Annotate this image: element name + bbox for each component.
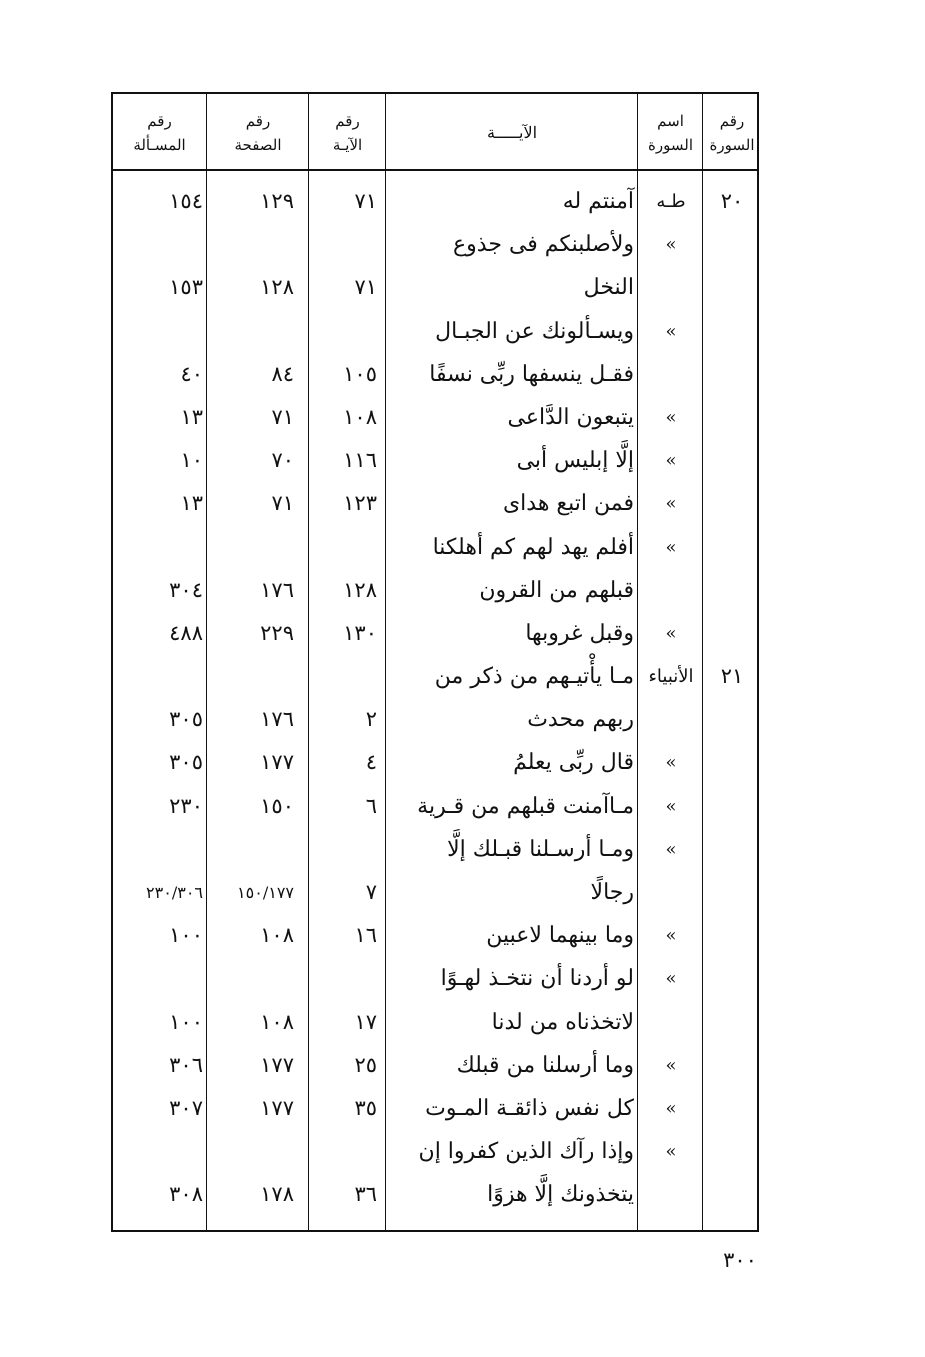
- surah-name-cell: الأنبياء: [648, 666, 694, 688]
- issue-number-cell: [113, 526, 203, 569]
- table-row: [113, 741, 757, 784]
- surah-name-cell: »: [665, 925, 677, 947]
- page-number-cell: [214, 828, 294, 871]
- table-row: [113, 1130, 757, 1173]
- page-number-cell: ١٢٩: [260, 189, 294, 213]
- table-row: [113, 223, 757, 266]
- surah-name-cell: »: [665, 1097, 677, 1119]
- verse-number-cell: ٢٥: [354, 1052, 377, 1077]
- surah-name-cell: »: [665, 450, 677, 472]
- verse-cell: إلَّا إبليس أبى: [516, 448, 634, 474]
- table-row: [113, 266, 757, 309]
- surah-name-cell: »: [665, 234, 677, 256]
- surah-number-cell: [704, 1044, 760, 1087]
- surah-name-cell: [640, 1001, 702, 1044]
- surah-number-cell: [704, 957, 760, 1000]
- table-row: [113, 785, 757, 828]
- verse-number-cell: ١١٦: [343, 448, 377, 473]
- surah-number-cell: [704, 1173, 760, 1216]
- header-surah-name: اسم السورة: [648, 112, 693, 154]
- verse-number-cell: ١٢٣: [343, 491, 377, 516]
- verse-number-cell: ١٣٠: [343, 620, 377, 645]
- surah-number-cell: [704, 698, 760, 741]
- page-number-cell: [214, 526, 294, 569]
- issue-number-cell: [113, 1130, 203, 1173]
- verse-number-cell: ٢: [365, 707, 377, 732]
- issue-number-cell: ٤٨٨: [169, 620, 203, 645]
- verse-cell: ولأصلبنكم فى جذوع: [453, 232, 634, 258]
- table-row: [113, 310, 757, 353]
- header-surah-number: رقم السورة: [709, 112, 755, 154]
- verse-cell: قال ربِّى يعلمُ: [513, 750, 634, 776]
- issue-number-cell: ١٣: [180, 404, 203, 429]
- surah-number-cell: [704, 914, 760, 957]
- page-number-cell: ١٢٨: [260, 275, 294, 300]
- issue-number-cell: ٣٠٥: [169, 750, 203, 775]
- surah-name-cell: »: [665, 320, 677, 342]
- issue-number-cell: ٣٠٦: [169, 1052, 203, 1077]
- table-row: [113, 871, 757, 914]
- surah-number-cell: [704, 612, 760, 655]
- verse-cell: النخل: [583, 275, 634, 301]
- verse-number-cell: ٧: [365, 880, 377, 904]
- issue-number-cell: [113, 828, 203, 871]
- verse-cell: أفلم يهد لهم كم أهلكنا: [432, 534, 634, 560]
- surah-number-cell: [704, 569, 760, 612]
- verse-number-cell: ٣٦: [354, 1182, 377, 1207]
- verse-cell: وما أرسلنا من قبلك: [456, 1052, 634, 1078]
- verse-cell: فقـل ينسفها ربِّى نسفًا: [429, 361, 634, 387]
- page-number-cell: [214, 957, 294, 1000]
- table-row: [113, 1173, 757, 1216]
- issue-number-cell: ٣٠٨: [169, 1182, 203, 1207]
- verse-number-cell: ٧١: [354, 189, 377, 213]
- header-divider: [113, 169, 757, 171]
- surah-name-cell: طـه: [656, 191, 686, 212]
- page-number-cell: ١٧٦: [260, 707, 294, 732]
- page-number-cell: [214, 223, 294, 266]
- surah-number-cell: [704, 741, 760, 784]
- surah-number-cell: [704, 310, 760, 353]
- surah-number-cell: [704, 396, 760, 439]
- issue-number-cell: ٣٠٥: [169, 707, 203, 732]
- table-row: [113, 1044, 757, 1087]
- page-number-cell: ١٥٠: [260, 793, 294, 818]
- page-number-cell: ٨٤: [271, 361, 294, 386]
- surah-name-cell: »: [665, 1141, 677, 1163]
- page-number-cell: [214, 1130, 294, 1173]
- verse-number-cell: ١٠٥: [343, 361, 377, 386]
- verse-number-cell: [311, 223, 377, 266]
- verse-cell: مـاآمنت قبلهم من قـرية: [417, 793, 634, 819]
- verse-number-cell: ١٢٨: [343, 577, 377, 602]
- verse-number-cell: ٤: [365, 750, 377, 775]
- verse-cell: وما بينهما لاعبين: [486, 923, 634, 949]
- surah-number-cell: [704, 526, 760, 569]
- verse-cell: آمنتم له: [562, 189, 634, 214]
- issue-number-cell: [113, 223, 203, 266]
- page-number-cell: ١٠٨: [260, 1009, 294, 1034]
- surah-number-cell: ٢٠: [720, 189, 744, 213]
- surah-number-cell: [704, 266, 760, 309]
- verse-number-cell: [311, 310, 377, 353]
- verse-cell: كل نفس ذائقـة المـوت: [425, 1095, 634, 1121]
- surah-name-cell: [640, 698, 702, 741]
- verse-cell: ومـا أرسـلنا قبـلك إلَّا: [447, 836, 634, 862]
- issue-number-cell: ١٠: [180, 448, 203, 473]
- issue-number-cell: ١٠٠: [169, 923, 203, 948]
- issue-number-cell: ٣٠٧: [169, 1095, 203, 1120]
- verse-number-cell: [311, 655, 377, 698]
- verse-cell: ويسـألونك عن الجبـال: [435, 318, 634, 344]
- surah-name-cell: »: [665, 536, 677, 558]
- surah-name-cell: »: [665, 1054, 677, 1076]
- page-number-cell: ١٧٧: [260, 1052, 294, 1077]
- verse-number-cell: [311, 957, 377, 1000]
- verse-cell: فمن اتبع هداى: [502, 491, 634, 517]
- surah-number-cell: ٢١: [720, 664, 744, 689]
- page-number-cell: ١٧٨: [260, 1182, 294, 1207]
- surah-number-cell: [704, 871, 760, 914]
- page-number: ٣٠٠: [723, 1248, 757, 1272]
- surah-name-cell: [640, 266, 702, 309]
- surah-number-cell: [704, 482, 760, 525]
- table-row: [113, 353, 757, 396]
- page-number-cell: ٧٠: [271, 448, 294, 473]
- surah-number-cell: [704, 1001, 760, 1044]
- verse-cell: قبلهم من القرون: [479, 577, 634, 603]
- issue-number-cell: ١٠٠: [169, 1009, 203, 1034]
- table-row: [113, 957, 757, 1000]
- table-row: [113, 698, 757, 741]
- table-row: [113, 655, 757, 698]
- surah-name-cell: »: [665, 406, 677, 428]
- verse-cell: لاتخذناه من لدنا: [491, 1009, 634, 1035]
- surah-name-cell: [640, 871, 702, 914]
- table-row: [113, 396, 757, 439]
- surah-number-cell: [704, 223, 760, 266]
- page-number-cell: [214, 655, 294, 698]
- surah-name-cell: [640, 353, 702, 396]
- surah-number-cell: [704, 785, 760, 828]
- verse-number-cell: ١٠٨: [343, 404, 377, 429]
- page-number-cell: ١٥٠/١٧٧: [237, 883, 294, 902]
- verse-cell: وإذا رآك الذين كفروا إن: [418, 1139, 634, 1165]
- verse-cell: وقبل غروبها: [525, 620, 634, 646]
- verse-cell: مـا يأْتيـهم من ذكر من: [434, 664, 634, 690]
- surah-name-cell: »: [665, 795, 677, 817]
- page-number-cell: ١٠٨: [260, 923, 294, 948]
- surah-number-cell: [704, 353, 760, 396]
- surah-number-cell: [704, 1087, 760, 1130]
- surah-name-cell: [640, 1173, 702, 1216]
- surah-name-cell: »: [665, 968, 677, 990]
- page-number-cell: ١٧٦: [260, 577, 294, 602]
- verse-number-cell: ١٦: [354, 923, 377, 948]
- verse-number-cell: ٧١: [354, 275, 377, 300]
- surah-name-cell: »: [665, 752, 677, 774]
- surah-name-cell: »: [665, 622, 677, 644]
- issue-number-cell: [113, 957, 203, 1000]
- table-row: [113, 439, 757, 482]
- header-verse-number: رقم الآيـة: [332, 112, 363, 154]
- page-number-cell: ٢٢٩: [260, 620, 294, 645]
- table-row: [113, 914, 757, 957]
- verse-cell: ربهم محدث: [527, 707, 634, 733]
- verse-number-cell: ١٧: [354, 1009, 377, 1034]
- verse-number-cell: [311, 828, 377, 871]
- issue-number-cell: ٢٣٠/٣٠٦: [146, 883, 203, 902]
- issue-number-cell: ٤٠: [180, 361, 203, 386]
- verse-cell: يتبعون الدَّاعى: [507, 404, 634, 430]
- table-row: [113, 482, 757, 525]
- verse-number-cell: ٦: [365, 793, 377, 818]
- surah-number-cell: [704, 828, 760, 871]
- index-table: [111, 92, 759, 1232]
- table-row: [113, 612, 757, 655]
- verse-number-cell: ٣٥: [354, 1095, 377, 1120]
- table-row: [113, 1087, 757, 1130]
- issue-number-cell: [113, 655, 203, 698]
- surah-number-cell: [704, 1130, 760, 1173]
- surah-name-cell: [640, 569, 702, 612]
- issue-number-cell: ١٥٣: [169, 275, 203, 300]
- surah-number-cell: [704, 439, 760, 482]
- issue-number-cell: ١٥٤: [169, 189, 203, 213]
- table-row: [113, 569, 757, 612]
- page-number-cell: ١٧٧: [260, 750, 294, 775]
- table-row: [113, 1001, 757, 1044]
- surah-name-cell: »: [665, 838, 677, 860]
- page-number-cell: [214, 310, 294, 353]
- surah-name-cell: »: [665, 493, 677, 515]
- table-row: [113, 180, 757, 223]
- header-verse: الآيـــــة: [486, 123, 538, 142]
- page-number-cell: ٧١: [271, 491, 294, 516]
- header-issue-number: رقم المسـألة: [133, 112, 186, 154]
- verse-cell: لو أردنا أن نتخـذ لهـوًا: [440, 966, 634, 992]
- page-number-cell: ٧١: [271, 404, 294, 429]
- verse-cell: يتخذونك إلَّا هزوًا: [487, 1182, 634, 1208]
- issue-number-cell: ٣٠٤: [169, 577, 203, 602]
- issue-number-cell: ١٣: [180, 491, 203, 516]
- header-page-number: رقم الصفحة: [234, 112, 282, 154]
- issue-number-cell: ٢٣٠: [169, 793, 203, 818]
- table-body: [113, 180, 757, 1217]
- issue-number-cell: [113, 310, 203, 353]
- verse-number-cell: [311, 1130, 377, 1173]
- table-row: [113, 526, 757, 569]
- verse-number-cell: [311, 526, 377, 569]
- verse-cell: رجالًا: [590, 880, 634, 905]
- table-row: [113, 828, 757, 871]
- page-number-cell: ١٧٧: [260, 1095, 294, 1120]
